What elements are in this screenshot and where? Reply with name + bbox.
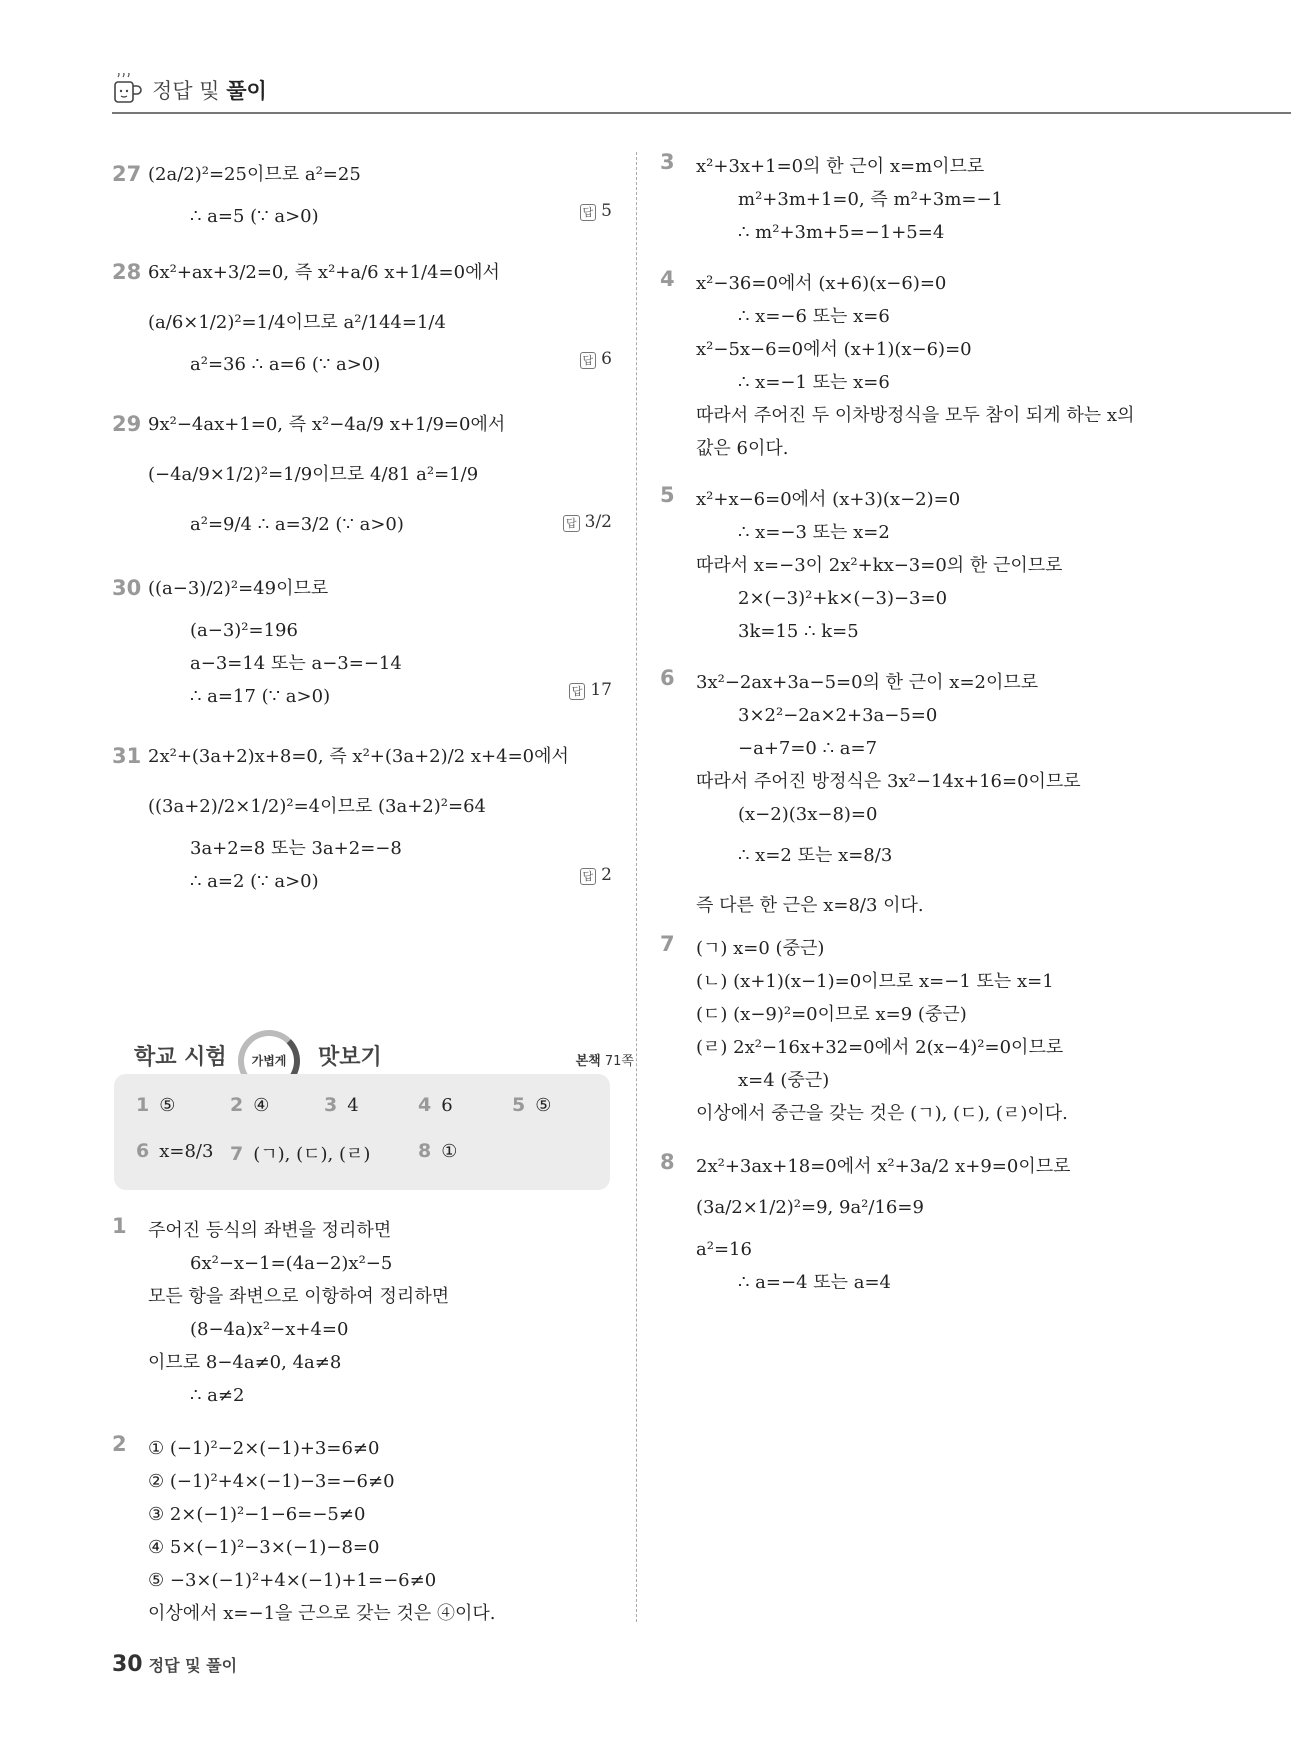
page-header-title: 정답 및 풀이 — [152, 79, 267, 103]
page-footer — [112, 1652, 237, 1677]
solution-2 — [112, 1432, 612, 1632]
solution-line: x²+x−6=0에서 (x+3)(x−2)=0 — [696, 489, 961, 510]
exercise-number: 1 — [112, 1214, 127, 1238]
quick-answer: 8 ① — [418, 1140, 458, 1162]
solution-3 — [660, 150, 1180, 249]
solution-line: ∴ a≠2 — [190, 1385, 245, 1406]
solution-line: 따라서 x=−3이 2x²+kx−3=0의 한 근이므로 — [696, 555, 1063, 576]
solution-line: ⑤ −3×(−1)²+4×(−1)+1=−6≠0 — [148, 1570, 437, 1591]
quick-answer: 4 6 — [418, 1094, 453, 1116]
solution-line: 주어진 등식의 좌변을 정리하면 — [148, 1220, 392, 1241]
solution-line: ① (−1)²−2×(−1)+3=6≠0 — [148, 1438, 380, 1459]
solution-line: x=4 (중근) — [738, 1070, 830, 1091]
answer-tag: 답 6 — [580, 349, 612, 369]
answer-tag: 답 5 — [580, 201, 612, 221]
page-number: 30 — [112, 1652, 143, 1677]
exercise-30 — [112, 564, 612, 714]
solution-line: 9x²−4ax+1=0, 즉 x²−4a/9 x+1/9=0에서 — [148, 414, 506, 435]
solution-line: ((a−3)/2)²=49이므로 — [148, 578, 329, 599]
solution-line: 2×(−3)²+k×(−3)−3=0 — [738, 588, 948, 609]
right-column — [660, 150, 1180, 1338]
solution-line: 따라서 주어진 두 이차방정식을 모두 참이 되게 하는 x의 — [696, 405, 1135, 426]
quick-answer: 7 (ㄱ), (ㄷ), (ㄹ) — [230, 1143, 371, 1165]
quick-answer: 3 4 — [324, 1094, 359, 1116]
solution-line: 즉 다른 한 근은 x=8/3 이다. — [696, 895, 924, 916]
solution-line: ∴ a=2 (∵ a>0) — [190, 871, 319, 892]
solution-line: x²+3x+1=0의 한 근이 x=m이므로 — [696, 156, 985, 177]
answer-tag: 답 17 — [569, 680, 612, 700]
exercise-29 — [112, 400, 612, 546]
exercise-number: 3 — [660, 150, 675, 174]
solution-line: 따라서 주어진 방정식은 3x²−14x+16=0이므로 — [696, 771, 1081, 792]
solution-line: 모든 항을 좌변으로 이항하여 정리하면 — [148, 1286, 450, 1307]
left-column — [112, 150, 612, 916]
solution-line: ∴ x=2 또는 x=8/3 — [738, 845, 893, 866]
solution-line: ((3a+2)/2×1/2)²=4이므로 (3a+2)²=64 — [148, 796, 486, 817]
solution-line: −a+7=0 ∴ a=7 — [738, 738, 878, 759]
solution-6 — [660, 666, 1180, 914]
exercise-number: 28 — [112, 260, 142, 284]
quick-answer: 1 ⑤ — [136, 1094, 176, 1116]
exercise-number: 27 — [112, 162, 142, 186]
exercise-number: 2 — [112, 1432, 127, 1456]
solution-line: 3x²−2ax+3a−5=0의 한 근이 x=2이므로 — [696, 672, 1039, 693]
solution-line: (3a/2×1/2)²=9, 9a²/16=9 — [696, 1197, 924, 1218]
solution-7 — [660, 932, 1180, 1132]
quick-answer-box — [114, 1074, 610, 1190]
solution-line: 이상에서 중근을 갖는 것은 (ㄱ), (ㄷ), (ㄹ)이다. — [696, 1103, 1068, 1124]
solution-8 — [660, 1150, 1180, 1320]
page-header — [112, 70, 267, 110]
solution-line: 3×2²−2a×2+3a−5=0 — [738, 705, 938, 726]
header-rule — [112, 112, 1291, 114]
solution-line: x²−5x−6=0에서 (x+1)(x−6)=0 — [696, 339, 972, 360]
solution-line: ∴ a=−4 또는 a=4 — [738, 1272, 892, 1293]
solution-line: m²+3m+1=0, 즉 m²+3m=−1 — [738, 189, 1004, 210]
solution-4 — [660, 267, 1180, 465]
exercise-number: 7 — [660, 932, 675, 956]
exercise-number: 8 — [660, 1150, 675, 1174]
solution-line: 3a+2=8 또는 3a+2=−8 — [190, 838, 402, 859]
coffee-cup-icon — [112, 73, 142, 107]
section-title-b: 맛보기 — [318, 1045, 382, 1070]
section-title-a: 학교 시험 — [134, 1045, 227, 1070]
solution-line: (8−4a)x²−x+4=0 — [190, 1319, 349, 1340]
solution-line: 6x²−x−1=(4a−2)x²−5 — [190, 1253, 393, 1274]
footer-text: 정답 및 풀이 — [148, 1656, 238, 1675]
solution-line: 6x²+ax+3/2=0, 즉 x²+a/6 x+1/4=0에서 — [148, 262, 500, 283]
solution-line: a−3=14 또는 a−3=−14 — [190, 653, 402, 674]
solution-line: (x−2)(3x−8)=0 — [738, 804, 878, 825]
solution-line: 이므로 8−4a≠0, 4a≠8 — [148, 1352, 342, 1373]
solution-line: (−4a/9×1/2)²=1/9이므로 4/81 a²=1/9 — [148, 464, 479, 485]
ring-badge: 가볍게 — [238, 1030, 300, 1092]
solution-line: (ㄴ) (x+1)(x−1)=0이므로 x=−1 또는 x=1 — [696, 971, 1054, 992]
solution-line: ∴ m²+3m+5=−1+5=4 — [738, 222, 945, 243]
solution-line: ∴ x=−6 또는 x=6 — [738, 306, 890, 327]
solution-line: (ㄷ) (x−9)²=0이므로 x=9 (중근) — [696, 1004, 967, 1025]
solution-line: a²=16 — [696, 1239, 752, 1260]
solution-line: (a−3)²=196 — [190, 620, 298, 641]
exercise-number: 5 — [660, 483, 675, 507]
quick-answer: 5 ⑤ — [512, 1094, 552, 1116]
exercise-number: 4 — [660, 267, 675, 291]
solution-line: x²−36=0에서 (x+6)(x−6)=0 — [696, 273, 947, 294]
exercise-27 — [112, 150, 612, 230]
solution-line: ④ 5×(−1)²−3×(−1)−8=0 — [148, 1537, 380, 1558]
solution-line: ∴ x=−3 또는 x=2 — [738, 522, 890, 543]
solution-line: a²=36 ∴ a=6 (∵ a>0) — [190, 354, 381, 375]
textbook-reference: 본책 71쪽 — [575, 1054, 634, 1069]
solution-line: ∴ a=17 (∵ a>0) — [190, 686, 331, 707]
solution-line: 2x²+(3a+2)x+8=0, 즉 x²+(3a+2)/2 x+4=0에서 — [148, 746, 569, 767]
solution-line: (2a/2)²=25이므로 a²=25 — [148, 164, 361, 185]
solution-line: (ㄱ) x=0 (중근) — [696, 938, 825, 959]
solution-line: 2x²+3ax+18=0에서 x²+3a/2 x+9=0이므로 — [696, 1156, 1071, 1177]
quick-answer: 2 ④ — [230, 1094, 270, 1116]
exercise-28 — [112, 248, 612, 382]
solution-line: 이상에서 x=−1을 근으로 갖는 것은 ④이다. — [148, 1603, 496, 1624]
exercise-number: 30 — [112, 576, 142, 600]
quick-answer: 6 x=8/3 — [136, 1140, 214, 1162]
solution-5 — [660, 483, 1180, 648]
solution-line: 값은 6이다. — [696, 438, 789, 459]
left-column-lower — [112, 1214, 612, 1650]
answer-tag: 답 3/2 — [563, 512, 612, 532]
solution-line: (a/6×1/2)²=1/4이므로 a²/144=1/4 — [148, 312, 446, 333]
solution-line: 3k=15 ∴ k=5 — [738, 621, 859, 642]
column-divider — [636, 152, 637, 1622]
solution-line: ③ 2×(−1)²−1−6=−5≠0 — [148, 1504, 366, 1525]
exercise-number: 6 — [660, 666, 675, 690]
solution-line: (ㄹ) 2x²−16x+32=0에서 2(x−4)²=0이므로 — [696, 1037, 1064, 1058]
solution-1 — [112, 1214, 612, 1414]
solution-line: a²=9/4 ∴ a=3/2 (∵ a>0) — [190, 514, 404, 535]
answer-tag: 답 2 — [580, 865, 612, 885]
exercise-31 — [112, 732, 612, 898]
solution-line: ∴ a=5 (∵ a>0) — [190, 206, 319, 227]
solution-line: ∴ x=−1 또는 x=6 — [738, 372, 890, 393]
exercise-number: 31 — [112, 744, 142, 768]
solution-line: ② (−1)²+4×(−1)−3=−6≠0 — [148, 1471, 395, 1492]
exercise-number: 29 — [112, 412, 142, 436]
